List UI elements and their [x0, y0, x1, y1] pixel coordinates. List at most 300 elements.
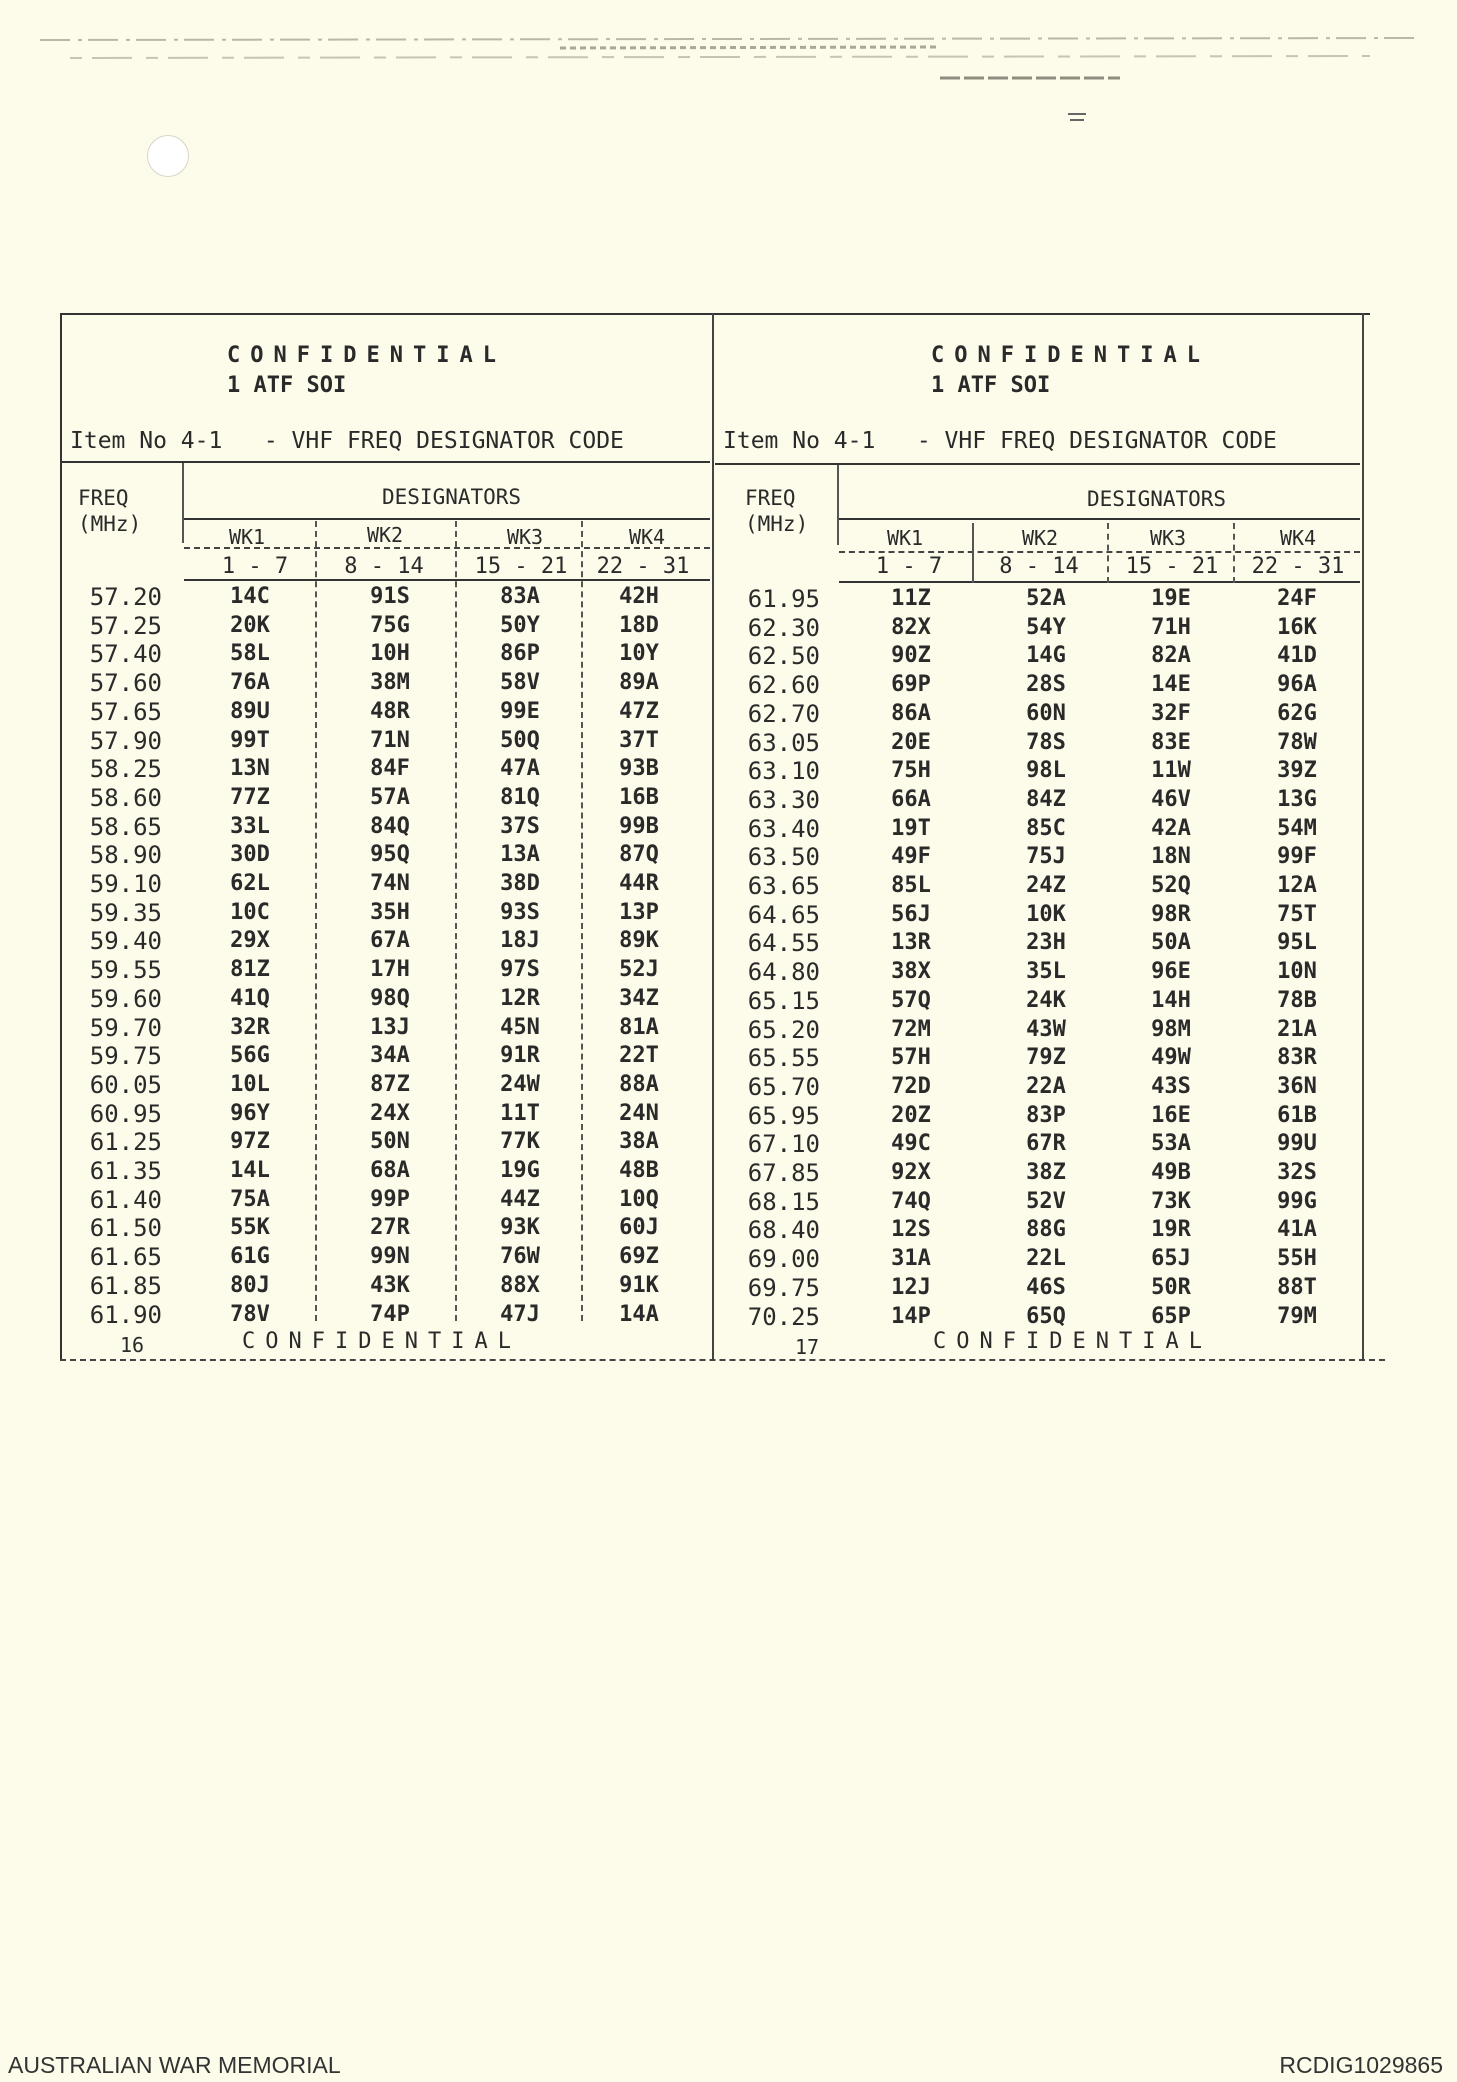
designator-cell: 10L [230, 1072, 270, 1097]
designator-cell: 78S [1026, 730, 1066, 755]
designator-cell: 75T [1277, 902, 1317, 927]
frame-middle-rule [712, 313, 714, 1359]
designator-cell: 49C [891, 1131, 931, 1156]
designator-cell: 77Z [230, 785, 270, 810]
designator-cell: 14H [1151, 988, 1191, 1013]
designator-cell: 41D [1277, 643, 1317, 668]
designator-cell: 47J [500, 1302, 540, 1327]
freq-header [78, 485, 141, 537]
designator-cell: 44Z [500, 1187, 540, 1212]
freq-column-rule [182, 463, 184, 543]
designator-cell: 72D [891, 1074, 931, 1099]
designator-cell: 32F [1151, 701, 1191, 726]
designator-cell: 79Z [1026, 1045, 1066, 1070]
designator-cell: 24W [500, 1072, 540, 1097]
designator-cell: 14G [1026, 643, 1066, 668]
designator-cell: 97S [500, 957, 540, 982]
freq-cell: 60.95 [89, 1100, 162, 1128]
freq-cell: 61.95 [747, 585, 820, 613]
designator-cell: 20K [230, 613, 270, 638]
designator-cell: 67A [370, 928, 410, 953]
designator-cell: 29X [230, 928, 270, 953]
designator-cell: 33L [230, 814, 270, 839]
col-rule-2 [455, 521, 457, 1321]
designator-cell: 21A [1277, 1017, 1317, 1042]
freq-cell: 59.55 [89, 956, 162, 984]
designator-cell: 56G [230, 1043, 270, 1068]
designator-cell: 56J [891, 902, 931, 927]
designator-cell: 78W [1277, 730, 1317, 755]
header-rule [62, 461, 710, 463]
designator-cell: 83A [500, 584, 540, 609]
freq-cell: 67.85 [747, 1159, 820, 1187]
freq-cell: 57.40 [89, 640, 162, 668]
freq-cell: 62.30 [747, 614, 820, 642]
header-rule [715, 463, 1360, 465]
designator-cell: 97Z [230, 1129, 270, 1154]
designator-cell: 89K [619, 928, 659, 953]
designator-cell: 35H [370, 900, 410, 925]
punch-hole [147, 135, 189, 177]
designator-cell: 52Q [1151, 873, 1191, 898]
designator-cell: 38X [891, 959, 931, 984]
designator-cell: 38M [370, 670, 410, 695]
range-header-4: 22 - 31 [1251, 554, 1345, 579]
freq-cell: 60.05 [89, 1071, 162, 1099]
page-left [62, 313, 712, 1359]
freq-cell: 65.20 [747, 1016, 820, 1044]
designator-cell: 88G [1026, 1217, 1066, 1242]
freq-cell: 59.75 [89, 1042, 162, 1070]
designators-header: DESIGNATORS [1087, 487, 1227, 511]
designator-cell: 36N [1277, 1074, 1317, 1099]
freq-header-unit: (MHz) [78, 512, 142, 536]
designator-cell: 65J [1151, 1246, 1191, 1271]
designator-cell: 99G [1277, 1189, 1317, 1214]
freq-cell: 61.85 [89, 1272, 162, 1300]
designator-cell: 50Y [500, 613, 540, 638]
designator-cell: 13R [891, 930, 931, 955]
range-header-3: 15 - 21 [474, 554, 568, 579]
designator-cell: 31A [891, 1246, 931, 1271]
designator-cell: 98L [1026, 758, 1066, 783]
freq-cell: 69.00 [747, 1245, 820, 1273]
freq-header-label: FREQ [745, 486, 796, 510]
week-header-3: WK3 [506, 525, 544, 549]
designator-cell: 57H [891, 1045, 931, 1070]
designator-cell: 60N [1026, 701, 1066, 726]
designator-cell: 96A [1277, 672, 1317, 697]
designator-cell: 24K [1026, 988, 1066, 1013]
designator-cell: 81Q [500, 785, 540, 810]
freq-header [745, 485, 808, 537]
designator-cell: 14A [619, 1302, 659, 1327]
freq-cell: 58.60 [89, 784, 162, 812]
designator-cell: 24F [1277, 586, 1317, 611]
designator-cell: 88X [500, 1273, 540, 1298]
designator-cell: 74N [370, 871, 410, 896]
designator-cell: 55K [230, 1215, 270, 1240]
designator-cell: 76W [500, 1244, 540, 1269]
designator-cell: 86A [891, 701, 931, 726]
designator-cell: 18N [1151, 844, 1191, 869]
designator-cell: 95L [1277, 930, 1317, 955]
freq-cell: 59.10 [89, 870, 162, 898]
designator-cell: 79M [1277, 1304, 1317, 1329]
designator-cell: 52V [1026, 1189, 1066, 1214]
designator-cell: 49W [1151, 1045, 1191, 1070]
designator-cell: 62L [230, 871, 270, 896]
designator-cell: 50R [1151, 1275, 1191, 1300]
designator-cell: 53A [1151, 1131, 1191, 1156]
freq-cell: 59.35 [89, 899, 162, 927]
page-number: 16 [120, 1333, 145, 1357]
week-header-4: WK4 [1279, 526, 1317, 550]
designator-cell: 74Q [891, 1189, 931, 1214]
designator-cell: 84Z [1026, 787, 1066, 812]
col-rule-3 [1233, 523, 1235, 583]
designator-cell: 46S [1026, 1275, 1066, 1300]
freq-cell: 58.65 [89, 813, 162, 841]
freq-cell: 62.50 [747, 642, 820, 670]
designator-cell: 20Z [891, 1103, 931, 1128]
designator-cell: 34A [370, 1043, 410, 1068]
designator-cell: 48R [370, 699, 410, 724]
designator-cell: 99T [230, 728, 270, 753]
designator-cell: 67R [1026, 1131, 1066, 1156]
designator-cell: 13N [230, 756, 270, 781]
designator-cell: 58V [500, 670, 540, 695]
designator-cell: 83E [1151, 730, 1191, 755]
designator-cell: 18D [619, 613, 659, 638]
designator-cell: 72M [891, 1017, 931, 1042]
col-rule-3 [581, 521, 583, 1321]
designator-cell: 17H [370, 957, 410, 982]
freq-cell: 58.25 [89, 755, 162, 783]
designator-cell: 14L [230, 1158, 270, 1183]
designator-cell: 82X [891, 615, 931, 640]
designator-cell: 18J [500, 928, 540, 953]
freq-cell: 61.50 [89, 1214, 162, 1242]
designator-cell: 52J [619, 957, 659, 982]
freq-cell: 65.15 [747, 987, 820, 1015]
designator-cell: 96Y [230, 1101, 270, 1126]
designator-cell: 55H [1277, 1246, 1317, 1271]
freq-cell: 61.25 [89, 1128, 162, 1156]
designator-cell: 16E [1151, 1103, 1191, 1128]
designator-cell: 19R [1151, 1217, 1191, 1242]
designator-cell: 41A [1277, 1217, 1317, 1242]
designator-cell: 85C [1026, 816, 1066, 841]
range-header-4: 22 - 31 [596, 554, 690, 579]
freq-cell: 67.10 [747, 1130, 820, 1158]
designator-cell: 96E [1151, 959, 1191, 984]
designator-cell: 12J [891, 1275, 931, 1300]
range-header-2: 8 - 14 [344, 554, 424, 579]
freq-cell: 58.90 [89, 841, 162, 869]
designator-cell: 84F [370, 756, 410, 781]
designator-cell: 22A [1026, 1074, 1066, 1099]
designator-cell: 16B [619, 785, 659, 810]
col-rule-1 [972, 523, 974, 583]
page-right [715, 313, 1365, 1359]
designator-cell: 12R [500, 986, 540, 1011]
designator-cell: 61G [230, 1244, 270, 1269]
freq-cell: 63.50 [747, 843, 820, 871]
freq-cell: 63.10 [747, 757, 820, 785]
designator-cell: 32S [1277, 1160, 1317, 1185]
designator-cell: 57A [370, 785, 410, 810]
freq-cell: 63.40 [747, 815, 820, 843]
designator-cell: 24X [370, 1101, 410, 1126]
designator-cell: 88T [1277, 1275, 1317, 1300]
unit-label: 1 ATF SOI [227, 373, 347, 398]
designator-cell: 85L [891, 873, 931, 898]
designator-cell: 74P [370, 1302, 410, 1327]
designator-cell: 11T [500, 1101, 540, 1126]
designator-cell: 13P [619, 900, 659, 925]
freq-cell: 62.70 [747, 700, 820, 728]
designator-cell: 95Q [370, 842, 410, 867]
freq-cell: 57.25 [89, 612, 162, 640]
designator-cell: 10C [230, 900, 270, 925]
designator-cell: 83R [1277, 1045, 1317, 1070]
designator-cell: 99E [500, 699, 540, 724]
weeks-rule [839, 551, 1360, 553]
designator-cell: 99P [370, 1187, 410, 1212]
designator-cell: 65P [1151, 1304, 1191, 1329]
designator-cell: 41Q [230, 986, 270, 1011]
designator-cell: 98R [1151, 902, 1191, 927]
freq-cell: 65.95 [747, 1102, 820, 1130]
designator-cell: 54Y [1026, 615, 1066, 640]
designator-cell: 19G [500, 1158, 540, 1183]
designator-cell: 98M [1151, 1017, 1191, 1042]
designator-cell: 78B [1277, 988, 1317, 1013]
designator-cell: 43K [370, 1273, 410, 1298]
designator-cell: 89U [230, 699, 270, 724]
scan-noise-marks [40, 30, 1420, 130]
freq-cell: 69.75 [747, 1274, 820, 1302]
designator-cell: 46V [1151, 787, 1191, 812]
designator-cell: 88A [619, 1072, 659, 1097]
designator-cell: 22T [619, 1043, 659, 1068]
designator-cell: 58L [230, 641, 270, 666]
designator-cell: 62G [1277, 701, 1317, 726]
designator-cell: 60J [619, 1215, 659, 1240]
designator-cell: 83P [1026, 1103, 1066, 1128]
designator-cell: 71H [1151, 615, 1191, 640]
designator-cell: 50N [370, 1129, 410, 1154]
designator-cell: 77K [500, 1129, 540, 1154]
designator-cell: 10Y [619, 641, 659, 666]
col-rule-2 [1107, 523, 1109, 583]
designator-cell: 69P [891, 672, 931, 697]
designator-cell: 93K [500, 1215, 540, 1240]
page-number: 17 [795, 1335, 820, 1359]
designator-cell: 75J [1026, 844, 1066, 869]
designator-cell: 75H [891, 758, 931, 783]
week-header-1: WK1 [228, 525, 266, 549]
week-header-2: WK2 [366, 523, 404, 547]
freq-header-label: FREQ [78, 486, 129, 510]
designator-cell: 91K [619, 1273, 659, 1298]
week-header-3: WK3 [1149, 526, 1187, 550]
item-title: Item No 4-1 - VHF FREQ DESIGNATOR CODE [70, 428, 624, 454]
designator-cell: 76A [230, 670, 270, 695]
freq-cell: 63.30 [747, 786, 820, 814]
document-sheet [60, 313, 1370, 1361]
unit-label: 1 ATF SOI [931, 373, 1051, 398]
designator-cell: 82A [1151, 643, 1191, 668]
archive-reference: RCDIG1029865 [1279, 2052, 1443, 2078]
designator-cell: 13G [1277, 787, 1317, 812]
freq-cell: 63.05 [747, 729, 820, 757]
designator-cell: 81A [619, 1015, 659, 1040]
freq-cell: 57.90 [89, 727, 162, 755]
designator-cell: 14C [230, 584, 270, 609]
week-header-2: WK2 [1021, 526, 1059, 550]
designator-cell: 48B [619, 1158, 659, 1183]
designator-cell: 30D [230, 842, 270, 867]
col-rule-1 [315, 521, 317, 1321]
freq-header-unit: (MHz) [745, 512, 809, 536]
designator-cell: 11W [1151, 758, 1191, 783]
designator-cell: 22L [1026, 1246, 1066, 1271]
designator-cell: 27R [370, 1215, 410, 1240]
designator-cell: 81Z [230, 957, 270, 982]
designator-cell: 87Q [619, 842, 659, 867]
frame-bottom-rule [60, 1359, 1385, 1361]
designator-cell: 75A [230, 1187, 270, 1212]
archive-credit: AUSTRALIAN WAR MEMORIAL [8, 2052, 341, 2078]
freq-cell: 65.70 [747, 1073, 820, 1101]
freq-cell: 59.70 [89, 1014, 162, 1042]
designator-cell: 38A [619, 1129, 659, 1154]
freq-cell: 64.55 [747, 929, 820, 957]
designator-cell: 10N [1277, 959, 1317, 984]
designator-cell: 32R [230, 1015, 270, 1040]
range-header-1: 1 - 7 [221, 554, 289, 579]
designator-cell: 91S [370, 584, 410, 609]
designator-cell: 10H [370, 641, 410, 666]
designator-cell: 80J [230, 1273, 270, 1298]
designator-cell: 99U [1277, 1131, 1317, 1156]
freq-cell: 64.80 [747, 958, 820, 986]
freq-cell: 57.65 [89, 698, 162, 726]
designator-cell: 87Z [370, 1072, 410, 1097]
freq-cell: 63.65 [747, 872, 820, 900]
freq-cell: 59.60 [89, 985, 162, 1013]
freq-cell: 57.20 [89, 583, 162, 611]
designator-cell: 34Z [619, 986, 659, 1011]
designator-cell: 47Z [619, 699, 659, 724]
designator-cell: 37T [619, 728, 659, 753]
confidential-footer: CONFIDENTIAL [242, 1329, 521, 1354]
week-header-1: WK1 [886, 526, 924, 550]
designators-header: DESIGNATORS [382, 485, 522, 509]
designator-cell: 57Q [891, 988, 931, 1013]
designator-cell: 98Q [370, 986, 410, 1011]
designator-cell: 54M [1277, 816, 1317, 841]
designator-cell: 13J [370, 1015, 410, 1040]
designator-cell: 61B [1277, 1103, 1317, 1128]
designator-cell: 50A [1151, 930, 1191, 955]
designator-cell: 35L [1026, 959, 1066, 984]
designator-cell: 50Q [500, 728, 540, 753]
designator-cell: 99F [1277, 844, 1317, 869]
designator-cell: 42H [619, 584, 659, 609]
range-header-2: 8 - 14 [999, 554, 1079, 579]
designator-cell: 44R [619, 871, 659, 896]
freq-cell: 68.15 [747, 1188, 820, 1216]
designator-cell: 91R [500, 1043, 540, 1068]
designator-cell: 90Z [891, 643, 931, 668]
designator-cell: 78V [230, 1302, 270, 1327]
designator-cell: 14P [891, 1304, 931, 1329]
designator-cell: 84Q [370, 814, 410, 839]
confidential-header: CONFIDENTIAL [227, 343, 506, 368]
freq-cell: 61.90 [89, 1301, 162, 1329]
designator-cell: 43S [1151, 1074, 1191, 1099]
designator-cell: 69Z [619, 1244, 659, 1269]
designator-cell: 47A [500, 756, 540, 781]
designator-cell: 38Z [1026, 1160, 1066, 1185]
freq-cell: 65.55 [747, 1044, 820, 1072]
designator-cell: 49F [891, 844, 931, 869]
designator-cell: 10K [1026, 902, 1066, 927]
freq-cell: 61.40 [89, 1186, 162, 1214]
designator-cell: 19E [1151, 586, 1191, 611]
freq-cell: 68.40 [747, 1216, 820, 1244]
designator-cell: 68A [370, 1158, 410, 1183]
week-header-4: WK4 [628, 525, 666, 549]
designator-cell: 86P [500, 641, 540, 666]
designator-cell: 10Q [619, 1187, 659, 1212]
designator-cell: 93S [500, 900, 540, 925]
designator-cell: 99B [619, 814, 659, 839]
freq-cell: 57.60 [89, 669, 162, 697]
ranges-rule [184, 579, 710, 581]
designator-cell: 99N [370, 1244, 410, 1269]
freq-cell: 64.65 [747, 901, 820, 929]
designator-cell: 24Z [1026, 873, 1066, 898]
confidential-header: CONFIDENTIAL [931, 343, 1210, 368]
designator-cell: 24N [619, 1101, 659, 1126]
designator-cell: 14E [1151, 672, 1191, 697]
designator-cell: 43W [1026, 1017, 1066, 1042]
freq-column-rule [837, 465, 839, 545]
designator-cell: 37S [500, 814, 540, 839]
confidential-footer: CONFIDENTIAL [933, 1329, 1212, 1354]
designator-cell: 66A [891, 787, 931, 812]
designator-cell: 12S [891, 1217, 931, 1242]
item-title: Item No 4-1 - VHF FREQ DESIGNATOR CODE [723, 428, 1277, 454]
freq-cell: 61.65 [89, 1243, 162, 1271]
designator-cell: 45N [500, 1015, 540, 1040]
designator-cell: 52A [1026, 586, 1066, 611]
designator-cell: 12A [1277, 873, 1317, 898]
designator-cell: 28S [1026, 672, 1066, 697]
freq-cell: 59.40 [89, 927, 162, 955]
designator-cell: 49B [1151, 1160, 1191, 1185]
designator-cell: 16K [1277, 615, 1317, 640]
designator-cell: 38D [500, 871, 540, 896]
designator-cell: 65Q [1026, 1304, 1066, 1329]
designator-cell: 71N [370, 728, 410, 753]
designator-cell: 93B [619, 756, 659, 781]
designator-cell: 20E [891, 730, 931, 755]
